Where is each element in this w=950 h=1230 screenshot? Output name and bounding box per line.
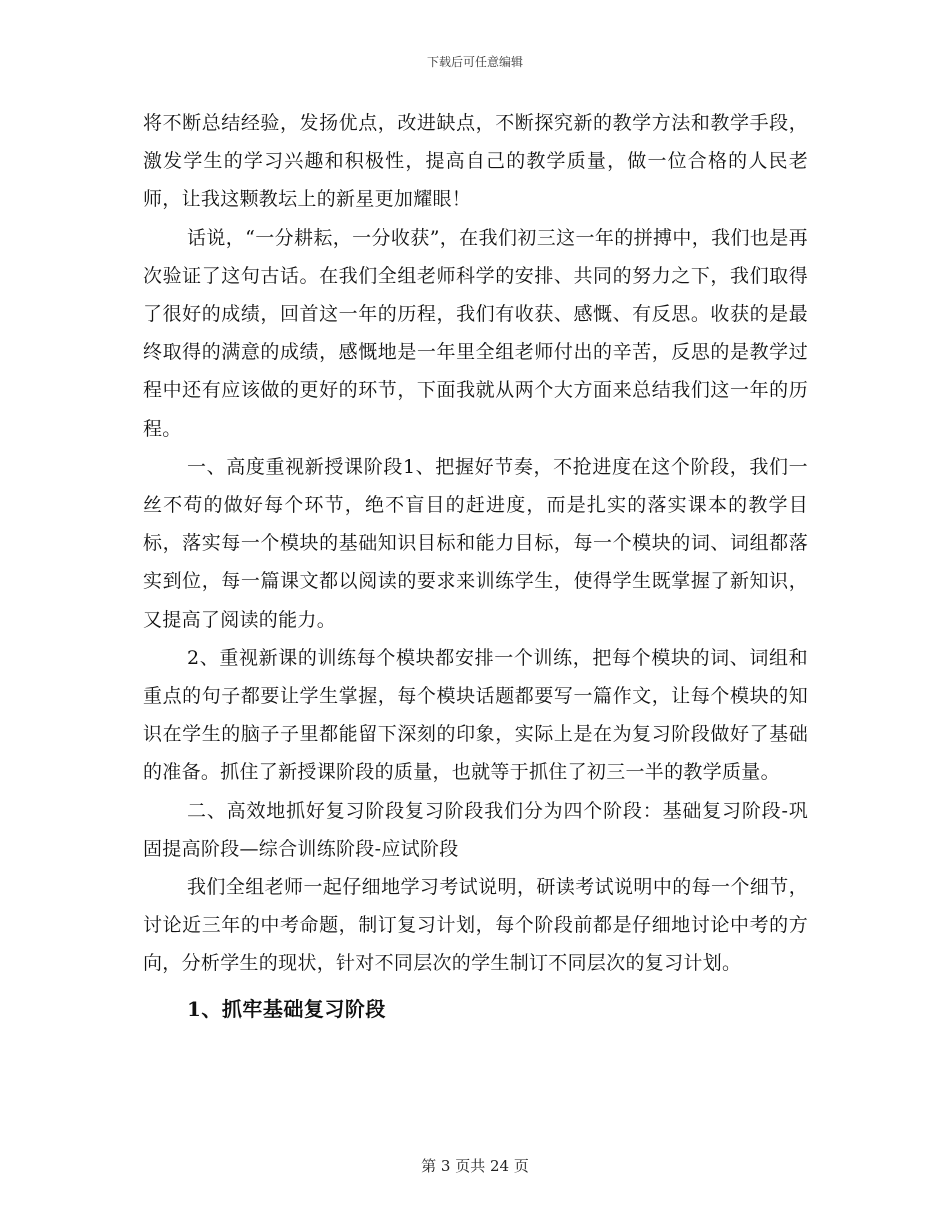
document-body [143,104,808,1029]
paragraph-section-one: 一、高度重视新授课阶段1、把握好节奏，不抢进度在这个阶段，我们一丝不苟的做好每个环节，绝不盲目的赶进度，而是扎实的落实课本的教学目标，落实每一个模块的基础知识目标和能力目标，每一个模块的词、词组都落实到位，每一篇课文都以阅读的要求来训练学生，使得学生既掌握了新知识，又提高了阅读的能力。 [143,455,808,631]
section-heading: 1、抓牢基础复习阶段 [187,996,386,1021]
paragraph-new-lesson-training: 2、重视新课的训练每个模块都安排一个训练，把每个模块的词、词组和重点的句子都要让学生掌握，每个模块话题都要写一篇作文，让每个模块的知识在学生的脑子子里都能留下深刻的印象，实际上是在为复习阶段做好了基础的准备。抓住了新授课阶段的质量，也就等于抓住了初三一半的教学质量。 [143,646,808,784]
paragraph-continued: 将不断总结经验，发扬优点，改进缺点，不断探究新的教学方法和教学手段，激发学生的学习兴趣和积极性，提高自己的教学质量，做一位合格的人民老师，让我这颗教坛上的新星更加耀眼！ [143,112,808,211]
page-header: 下载后可任意编辑 [426,55,523,69]
paragraph-intro: 话说，“一分耕耘，一分收获”，在我们初三这一年的拼搏中，我们也是再次验证了这句古话。在我们全组老师科学的安排、共同的努力之下，我们取得了很好的成绩，回首这一年的历程，我们有收获、感慨、有反思。收获的是最终取得的满意的成绩，感慨地是一年里全组老师付出的辛苦，反思的是教学过程中还有应该做的更好的环节，下面我就从两个大方面来总结我们这一年的历程。 [143,226,808,440]
paragraph-section-two: 二、高效地抓好复习阶段复习阶段我们分为四个阶段：基础复习阶段-巩固提高阶段—综合训练阶段-应试阶段 [143,799,808,860]
page-footer: 第 3 页共 24 页 [421,1157,529,1175]
paragraph-review-planning: 我们全组老师一起仔细地学习考试说明，研读考试说明中的每一个细节，讨论近三年的中考命题，制订复习计划，每个阶段前都是仔细地讨论中考的方向，分析学生的现状，针对不同层次的学生制订不同层次的复习计划。 [143,876,808,975]
